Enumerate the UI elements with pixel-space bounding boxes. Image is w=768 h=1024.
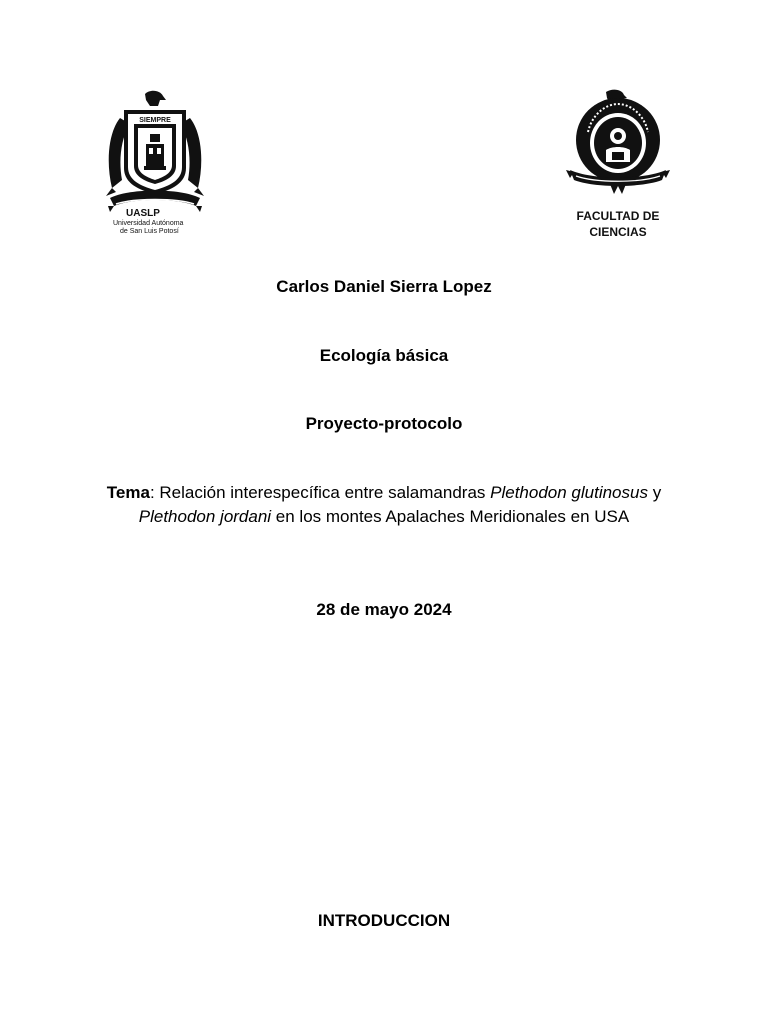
topic-text-part3: en los montes Apalaches Meridionales en USA — [271, 507, 630, 526]
uaslp-logo — [100, 88, 210, 238]
document-type: Proyecto-protocolo — [305, 414, 463, 433]
topic-text-part1: Relación interespecífica entre salamandras — [159, 483, 491, 502]
topic-species-1: Plethodon glutinosus — [490, 483, 648, 502]
topic-label: Tema — [106, 483, 150, 502]
topic-text-part2: y — [647, 483, 662, 502]
author-name: Carlos Daniel Sierra Lopez — [276, 277, 492, 296]
ciencias-caption-line2: CIENCIAS — [589, 225, 647, 239]
uaslp-shield-icon — [100, 88, 210, 238]
topic-species-2: Plethodon jordani — [138, 507, 272, 526]
topic-paragraph — [104, 481, 664, 529]
course-name: Ecología básica — [319, 346, 449, 365]
facultad-ciencias-logo — [562, 88, 674, 243]
section-heading-introduccion: INTRODUCCION — [317, 911, 451, 930]
uaslp-caption-line2: de San Luis Potosí — [120, 228, 179, 235]
document-date: 28 de mayo 2024 — [316, 600, 452, 619]
uaslp-caption-line1: Universidad Autónoma — [113, 220, 184, 227]
uaslp-caption-main: UASLP — [126, 208, 160, 219]
uaslp-ring-text: SIEMPRE — [139, 117, 171, 124]
ciencias-emblem-icon — [562, 88, 674, 243]
topic-separator: : — [149, 483, 160, 502]
ciencias-caption-line1: FACULTAD DE — [576, 209, 660, 223]
